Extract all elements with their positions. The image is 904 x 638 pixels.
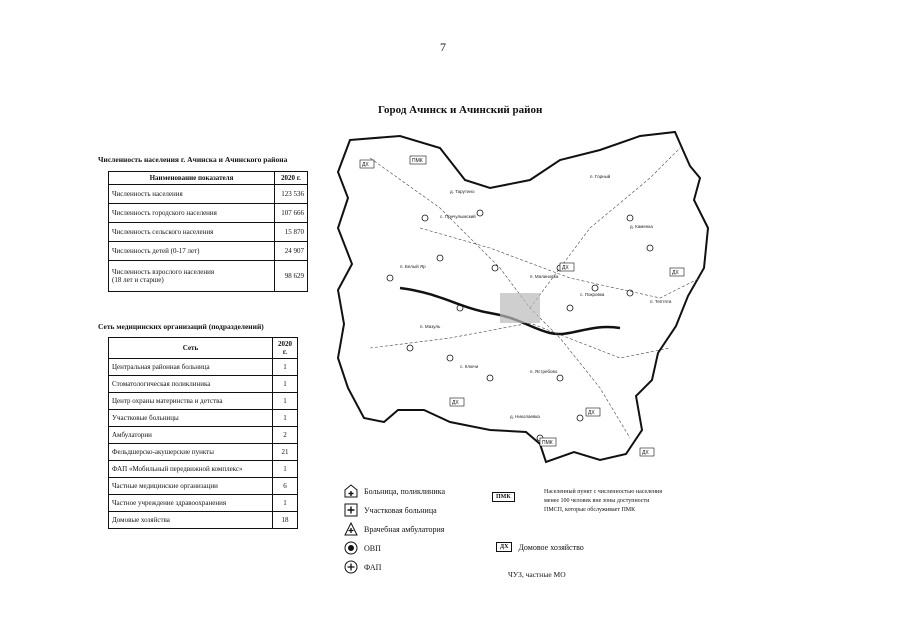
table-row bbox=[109, 359, 298, 376]
legend-ovp bbox=[344, 541, 381, 555]
legend-ovp-label: ОВП bbox=[364, 543, 381, 553]
ovp-icon bbox=[344, 541, 358, 555]
cell-value: 2 bbox=[273, 427, 298, 444]
cell-name: Центральная районная больница bbox=[109, 359, 273, 376]
road bbox=[530, 148, 680, 308]
cell-name: Домовые хозяйства bbox=[109, 512, 273, 529]
map-title: Город Ачинск и Ачинский район bbox=[378, 104, 543, 116]
place-label: д. Каменка bbox=[630, 224, 653, 229]
header-name: Наименование показателя bbox=[109, 172, 275, 185]
header-year: 2020 г. bbox=[273, 338, 298, 359]
cell-name: Центр охраны материнства и детства bbox=[109, 393, 273, 410]
header-name: Сеть bbox=[109, 338, 273, 359]
district-map bbox=[330, 118, 730, 478]
place-label: п. Горный bbox=[590, 174, 611, 179]
place-label: с. Причулымский bbox=[440, 214, 476, 219]
place-label: п. Тептяти bbox=[650, 299, 672, 304]
road bbox=[370, 323, 670, 358]
table-row bbox=[109, 261, 308, 292]
cell-name-line1: Численность взрослого населения bbox=[112, 268, 215, 276]
place-label: п. Ястребово bbox=[530, 369, 558, 374]
cell-name: Частные медицинские организации bbox=[109, 478, 273, 495]
table-row bbox=[109, 242, 308, 261]
place-label: д. Николаевка bbox=[510, 414, 540, 419]
cell-name: Численность городского населения bbox=[109, 204, 275, 223]
table-row bbox=[109, 461, 298, 478]
cell-name bbox=[109, 261, 275, 292]
ambulatory-icon bbox=[344, 522, 358, 536]
map-box-label: ДХ bbox=[588, 410, 595, 416]
network-table-title: Сеть медицинских организаций (подразделений) bbox=[98, 322, 264, 331]
cell-name: Стоматологическая поликлиника bbox=[109, 376, 273, 393]
cell-value: 18 bbox=[273, 512, 298, 529]
cell-value: 1 bbox=[273, 359, 298, 376]
cell-value: 123 536 bbox=[275, 185, 308, 204]
table-row bbox=[109, 376, 298, 393]
table-row bbox=[109, 185, 308, 204]
legend-household-label: Домовое хозяйство bbox=[518, 542, 584, 552]
cell-value: 98 629 bbox=[275, 261, 308, 292]
table-row bbox=[109, 495, 298, 512]
place-label: п. Мазуль bbox=[420, 324, 441, 329]
cell-name: Частное учреждение здравоохранения bbox=[109, 495, 273, 512]
cell-value: 1 bbox=[273, 461, 298, 478]
cell-name: Численность детей (0-17 лет) bbox=[109, 242, 275, 261]
cell-name: Фельдшерско-акушерские пункты bbox=[109, 444, 273, 461]
cell-value: 107 666 bbox=[275, 204, 308, 223]
legend-ambulatory bbox=[344, 522, 444, 536]
fap-icon bbox=[344, 560, 358, 574]
population-table-title: Численность населения г. Ачинска и Ачинского района bbox=[98, 155, 288, 164]
cell-name: Численность сельского населения bbox=[109, 223, 275, 242]
legend-household bbox=[496, 542, 584, 552]
legend-private-label: ЧУЗ, частные МО bbox=[508, 570, 566, 579]
district-hospital-icon bbox=[344, 503, 358, 517]
legend-fap-label: ФАП bbox=[364, 562, 382, 572]
map-box-label: ДХ bbox=[672, 270, 679, 276]
legend-district-hospital-label: Участковая больница bbox=[364, 505, 437, 515]
cell-name: Численность населения bbox=[109, 185, 275, 204]
cell-value: 1 bbox=[273, 393, 298, 410]
table-row bbox=[109, 204, 308, 223]
legend-ambulatory-label: Врачебная амбулатория bbox=[364, 524, 445, 534]
place-label: п. Белый Яр bbox=[400, 264, 426, 269]
legend-fap bbox=[344, 560, 381, 574]
table-header-row bbox=[109, 338, 298, 359]
cell-value: 15 870 bbox=[275, 223, 308, 242]
dx-box-label: ДХ bbox=[496, 542, 512, 552]
table-row bbox=[109, 444, 298, 461]
city-area bbox=[500, 293, 540, 323]
cell-value: 1 bbox=[273, 495, 298, 512]
population-table bbox=[108, 171, 308, 292]
map-box-label: ДХ bbox=[362, 162, 369, 168]
table-row bbox=[109, 512, 298, 529]
legend-pmk bbox=[492, 492, 521, 502]
page-number: 7 bbox=[440, 40, 446, 54]
legend-hospital bbox=[344, 484, 445, 498]
legend-private bbox=[508, 570, 566, 579]
legend-district-hospital bbox=[344, 503, 437, 517]
table-row bbox=[109, 427, 298, 444]
table-row bbox=[109, 393, 298, 410]
cell-name: ФАП «Мобильный передвижной комплекс» bbox=[109, 461, 273, 478]
place-label: п. Малиновка bbox=[530, 274, 559, 279]
cell-value: 1 bbox=[273, 376, 298, 393]
cell-value: 1 bbox=[273, 410, 298, 427]
map-box-label: ДХ bbox=[452, 400, 459, 406]
pmk-box-label: ПМК bbox=[492, 492, 515, 502]
map-box-label: ДХ bbox=[562, 265, 569, 271]
hospital-icon bbox=[344, 484, 358, 498]
table-row bbox=[109, 478, 298, 495]
map-box-label: ДХ bbox=[642, 450, 649, 456]
cell-name: Участковые больницы bbox=[109, 410, 273, 427]
header-year: 2020 г. bbox=[275, 172, 308, 185]
legend-pmk-note: Населенный пункт с численностью населения менее 100 человек вне зоны доступности ПМСП, которые обслуживает ПМК bbox=[544, 489, 662, 513]
table-row bbox=[109, 410, 298, 427]
place-label: с. Покровка bbox=[580, 292, 605, 297]
map-box-label: ПМК bbox=[542, 440, 553, 446]
map-box-label: ПМК bbox=[412, 158, 423, 164]
cell-name: Амбулатории bbox=[109, 427, 273, 444]
cell-name-line2: (18 лет и старше) bbox=[112, 276, 164, 284]
table-header-row bbox=[109, 172, 308, 185]
legend-hospital-label: Больница, поликлиника bbox=[364, 486, 446, 496]
place-label: д. Тарутино bbox=[450, 189, 475, 194]
place-label: с. Ключи bbox=[460, 364, 479, 369]
cell-value: 6 bbox=[273, 478, 298, 495]
network-table bbox=[108, 337, 298, 529]
cell-value: 24 907 bbox=[275, 242, 308, 261]
cell-value: 21 bbox=[273, 444, 298, 461]
table-row bbox=[109, 223, 308, 242]
